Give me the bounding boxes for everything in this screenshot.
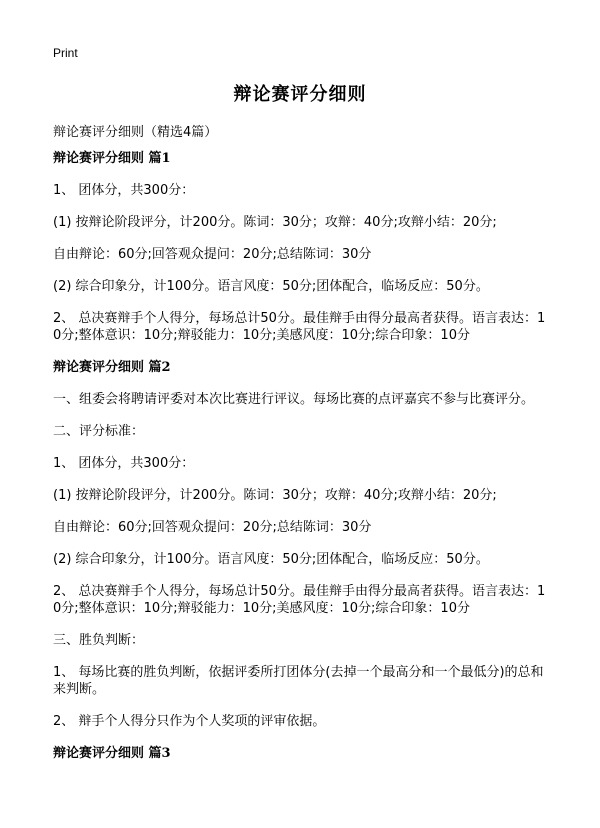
- paragraph: 1、 每场比赛的胜负判断，依据评委所打团体分(去掉一个最高分和一个最低分)的总和来判断。: [53, 665, 544, 697]
- paragraph: (1) 按辩论阶段评分，计200分。陈词：30分；攻辩：40分;攻辩小结：20分;: [53, 488, 497, 503]
- paragraph: (1) 按辩论阶段评分，计200分。陈词：30分；攻辩：40分;攻辩小结：20分;: [53, 215, 497, 230]
- paragraph: 2、 辩手个人得分只作为个人奖项的评审依据。: [53, 714, 326, 729]
- page-title: 辩论赛评分细则: [233, 84, 367, 105]
- paragraph: (2) 综合印象分，计100分。语言风度：50分;团体配合，临场反应：50分。: [53, 552, 489, 567]
- document-subtitle: 辩论赛评分细则（精选4篇）: [53, 125, 218, 140]
- section-heading: 辩论赛评分细则 篇3: [53, 746, 171, 761]
- paragraph: 三、胜负判断：: [53, 633, 145, 648]
- paragraph: 二、评分标准：: [53, 424, 145, 439]
- paragraph: 自由辩论：60分;回答观众提问：20分;总结陈词：30分: [53, 247, 372, 262]
- print-link[interactable]: Print: [53, 46, 78, 60]
- paragraph: 自由辩论：60分;回答观众提问：20分;总结陈词：30分: [53, 520, 372, 535]
- paragraph: 一、组委会将聘请评委对本次比赛进行评议。每场比赛的点评嘉宾不参与比赛评分。: [53, 392, 535, 407]
- paragraph: 2、 总决赛辩手个人得分，每场总计50分。最佳辩手由得分最高者获得。语言表达：10分;整体意识：10分;辩驳能力：10分;美感风度：10分;综合印象：10分: [53, 584, 546, 616]
- paragraph: 1、 团体分，共300分：: [53, 456, 195, 471]
- section-heading: 辩论赛评分细则 篇1: [53, 151, 171, 166]
- paragraph: (2) 综合印象分，计100分。语言风度：50分;团体配合，临场反应：50分。: [53, 279, 489, 294]
- paragraph: 2、 总决赛辩手个人得分，每场总计50分。最佳辩手由得分最高者获得。语言表达：10分;整体意识：10分;辩驳能力：10分;美感风度：10分;综合印象：10分: [53, 311, 546, 343]
- section-heading: 辩论赛评分细则 篇2: [53, 360, 171, 375]
- document-body: [53, 150, 553, 777]
- paragraph: 1、 团体分，共300分：: [53, 183, 195, 198]
